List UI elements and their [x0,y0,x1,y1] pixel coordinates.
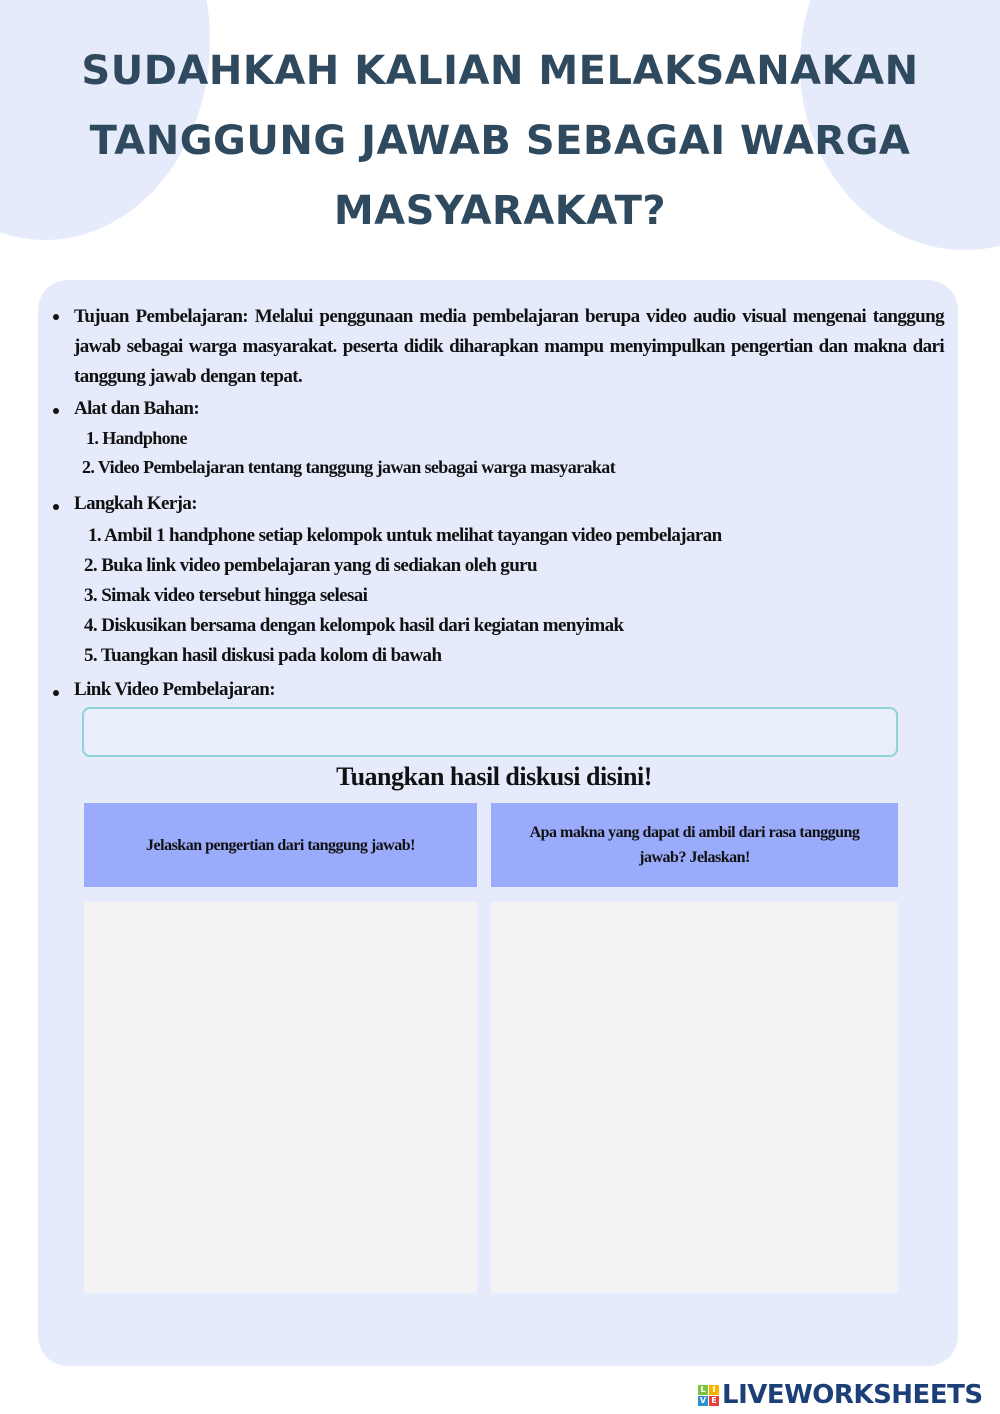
bullet-icon [53,690,59,696]
step-item: 3. Simak video tersebut hingga selesai [84,585,368,606]
answer-box-value[interactable] [491,902,898,1293]
bullet-icon [53,504,59,510]
step-item: 4. Diskusikan bersama dengan kelompok hasil dari kegiatan menyimak [84,615,624,636]
tool-item: 2. Video Pembelajaran tentang tanggung jawan sebagai warga masyarakat [82,457,616,477]
bullet-icon [53,408,59,414]
step-item: 1. Ambil 1 handphone setiap kelompok untuk melihat tayangan video pembelajaran [88,525,722,546]
title-line: SUDAHKAH KALIAN MELAKSANAKAN [81,48,919,94]
link-label: Link Video Pembelajaran: [74,679,275,700]
step-item: 2. Buka link video pembelajaran yang di sediakan oleh guru [84,555,537,576]
steps-label: Langkah Kerja: [74,493,198,514]
video-link-input[interactable] [82,707,898,757]
page-title [60,36,940,246]
discussion-heading: Tuangkan hasil diskusi disini! [336,762,652,791]
logo-letter: E [709,1396,719,1406]
liveworksheets-logo [698,1380,983,1410]
logo-letter: I [709,1385,719,1395]
question-header-value: Apa makna yang dapat di ambil dari rasa tanggung jawab? Jelaskan! [491,803,898,887]
logo-icon [698,1385,719,1406]
step-item: 5. Tuangkan hasil diskusi pada kolom di bawah [84,645,442,666]
logo-text: LIVEWORKSHEETS [722,1380,983,1410]
logo-letter: L [698,1385,708,1395]
learning-objective: Tujuan Pembelajaran: Melalui penggunaan media pembelajaran berupa video audio visual mengenai tanggung jawab sebagai warga masyarakat. peserta didik diharapkan mampu menyimpulkan pengertian dan makna dari tanggung jawab dengan tepat. [74,306,944,387]
question-header-meaning: Jelaskan pengertian dari tanggung jawab! [84,803,477,887]
answer-box-meaning[interactable] [84,902,477,1293]
title-line: TANGGUNG JAWAB SEBAGAI WARGA [89,118,911,164]
bullet-icon [53,314,59,320]
tool-item: 1. Handphone [86,428,187,448]
title-line: MASYARAKAT? [333,188,667,234]
tools-label: Alat dan Bahan: [74,398,200,419]
logo-letter: V [699,1395,707,1405]
